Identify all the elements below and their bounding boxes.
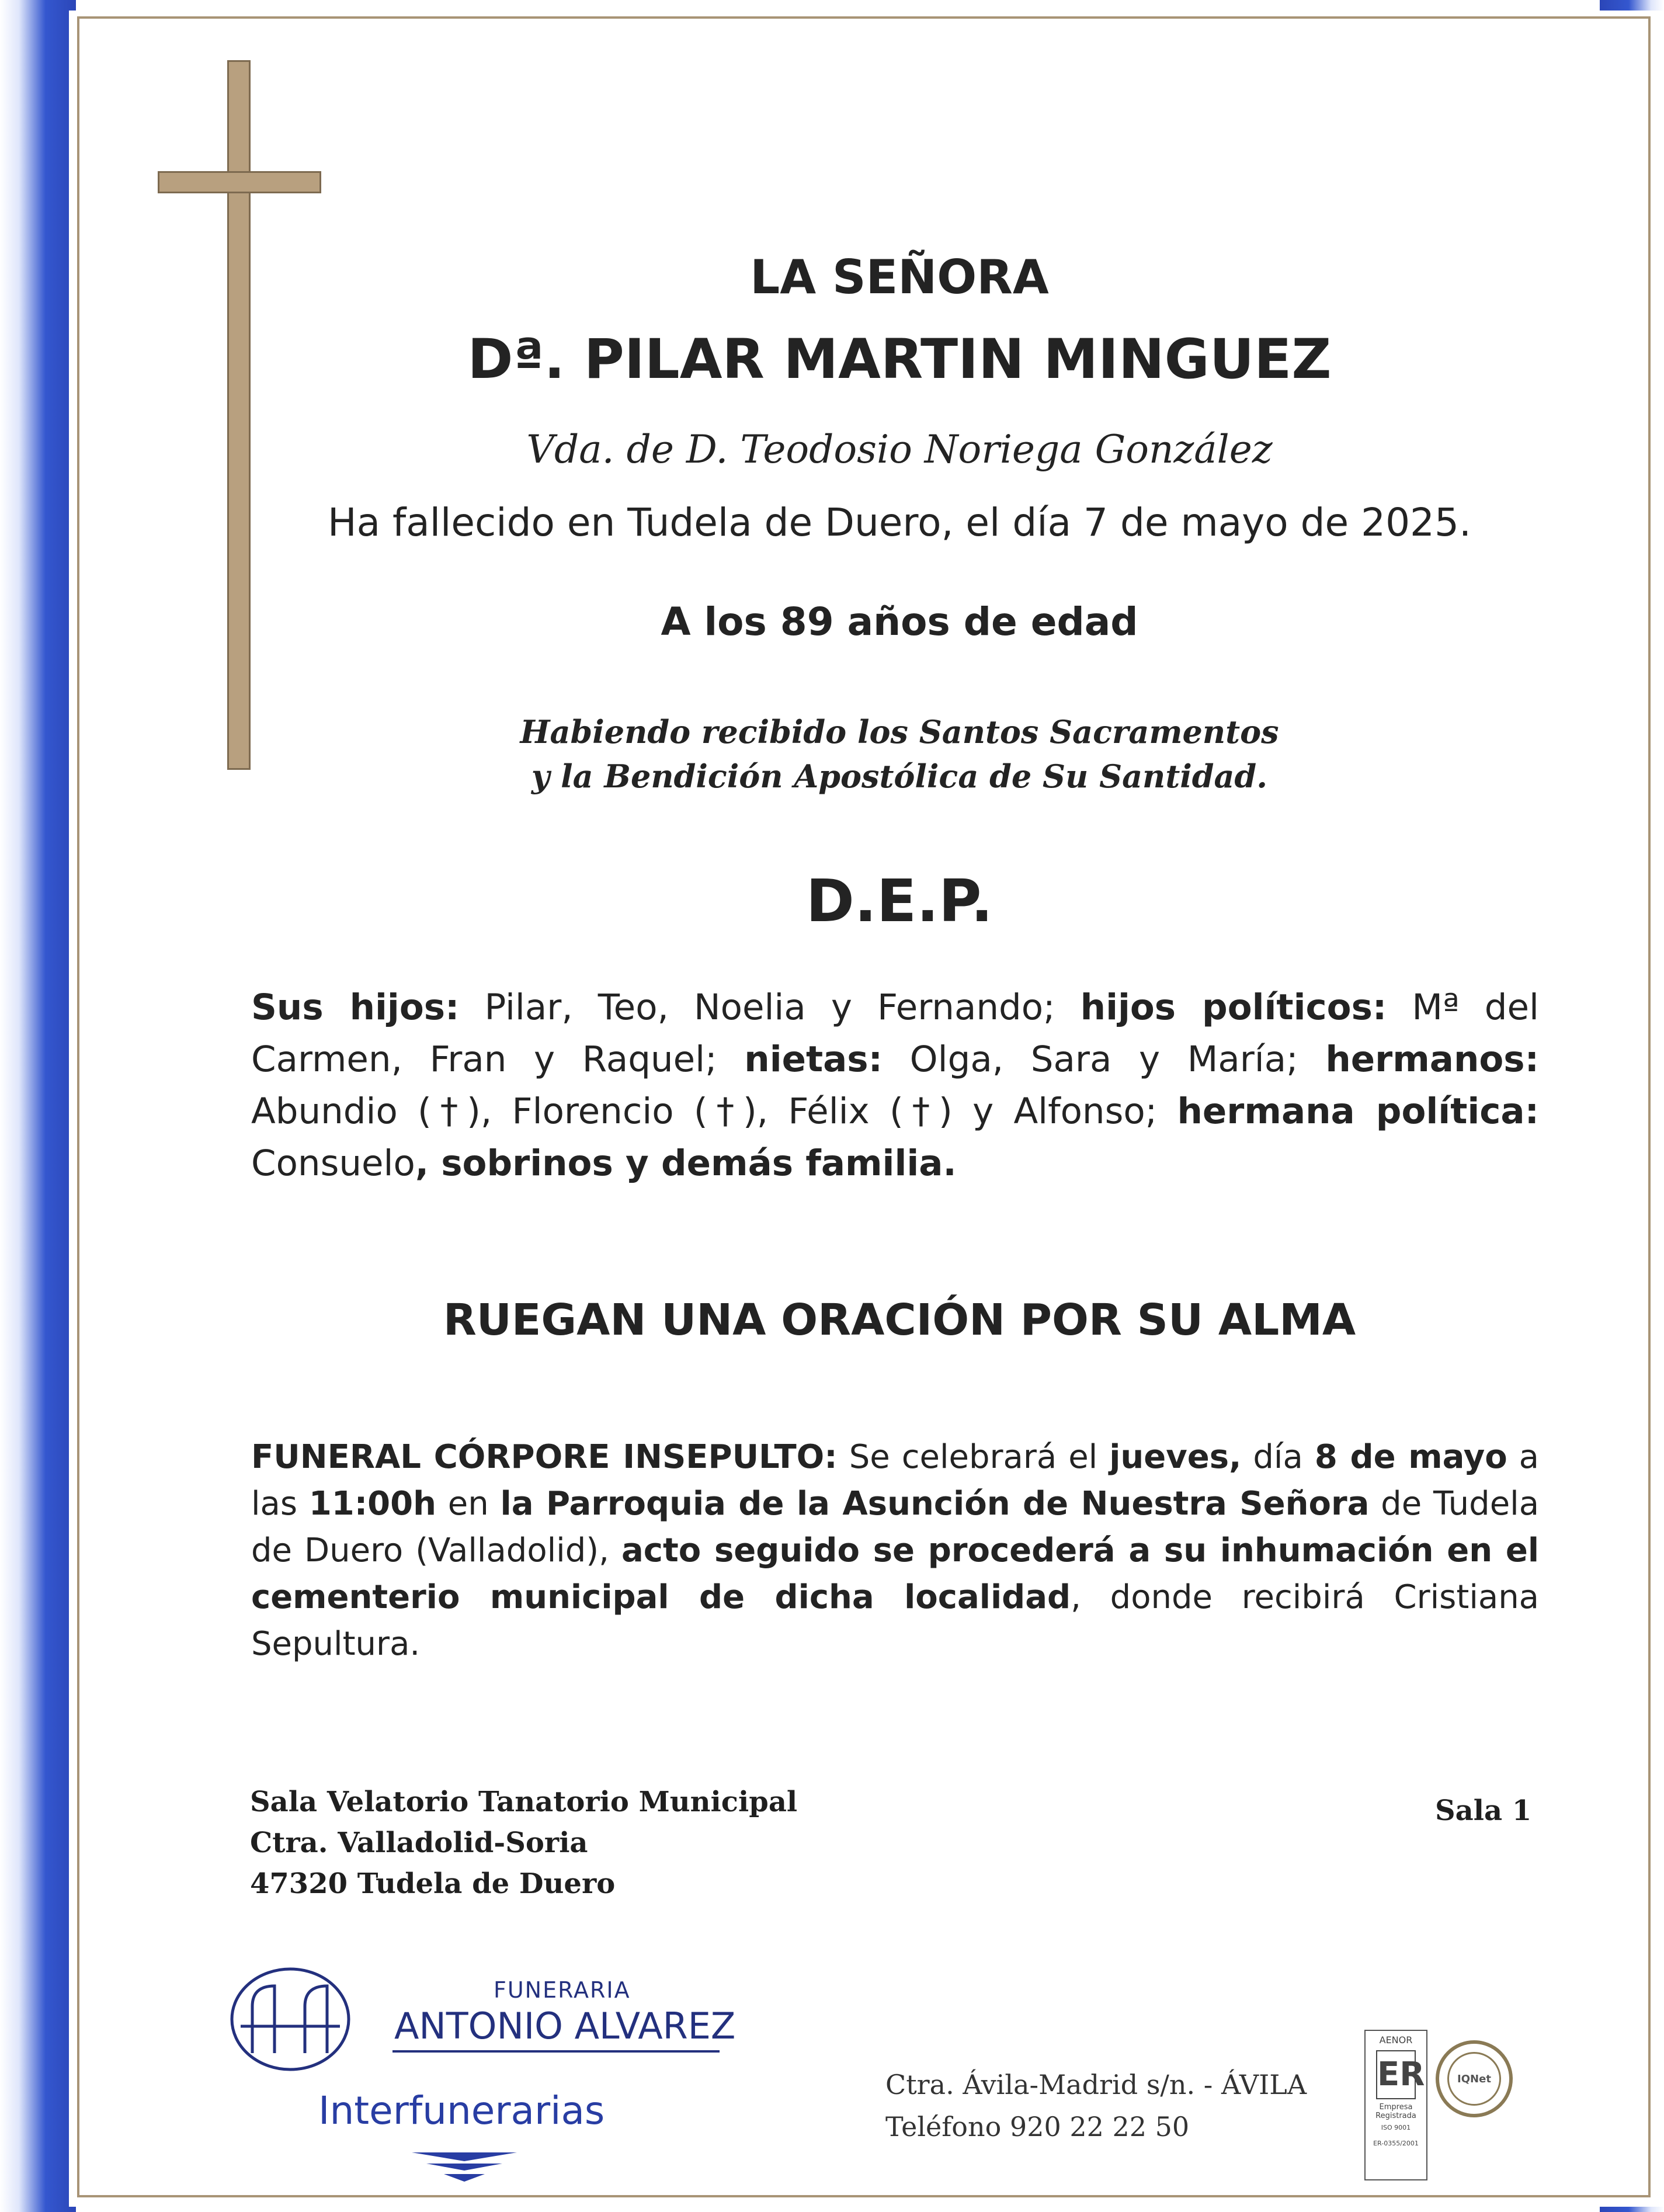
- venue-address: [250, 1782, 797, 1904]
- hermana-name: Consuelo: [251, 1143, 415, 1184]
- funeraria-phone: Teléfono 920 22 22 50: [885, 2111, 1190, 2142]
- family-paragraph: [251, 981, 1539, 1189]
- sacraments-text: [245, 710, 1554, 798]
- aenor-mid1: Empresa: [1379, 2103, 1413, 2112]
- age-line: A los 89 años de edad: [661, 599, 1138, 644]
- politicos-label: hijos políticos:: [1080, 987, 1387, 1028]
- funeraria-contact: [885, 2064, 1307, 2148]
- funeraria-logo-icon: [229, 1966, 352, 2074]
- sacraments-line-2: y la Bendición Apostólica de Su Santidad.: [531, 758, 1268, 795]
- aenor-mid2: Registrada: [1375, 2112, 1416, 2120]
- aenor-code: ER-0355/2001: [1373, 2140, 1419, 2147]
- iqnet-seal-icon: [1436, 2040, 1513, 2117]
- funeral-church: la Parroquia de la Asunción de Nuestra Señora: [500, 1485, 1370, 1523]
- hijos-names: Pilar, Teo, Noelia y Fernando;: [459, 987, 1081, 1028]
- funeral-burial: acto seguido se procederá a su inhumación en el cementerio municipal de dicha localidad: [251, 1532, 1540, 1616]
- funeral-day: jueves,: [1109, 1438, 1242, 1476]
- death-notice-line: Ha fallecido en Tudela de Duero, el día 7 de mayo de 2025.: [327, 500, 1472, 545]
- venue-line-2: Ctra. Valladolid-Soria: [250, 1826, 588, 1859]
- interfunerarias-wing-icon: [409, 2150, 520, 2185]
- widow-of-line: Vda. de D. Teodosio Noriega González: [526, 427, 1273, 472]
- aenor-badge: [1364, 2030, 1427, 2180]
- logo-underline: [392, 2050, 720, 2053]
- interfunerarias-label: Interfunerarias: [318, 2088, 605, 2133]
- funeral-text: día: [1241, 1438, 1315, 1476]
- deceased-name: Dª. PILAR MARTIN MINGUEZ: [467, 328, 1332, 391]
- nietas-names: Olga, Sara y María;: [883, 1039, 1326, 1080]
- venue-line-1: Sala Velatorio Tanatorio Municipal: [250, 1786, 798, 1818]
- venue-line-3: 47320 Tudela de Duero: [250, 1867, 616, 1900]
- funeral-paragraph: [251, 1434, 1539, 1668]
- rip-heading: D.E.P.: [805, 867, 993, 935]
- funeral-text: Se celebrará el: [837, 1438, 1110, 1476]
- funeral-time: 11:00h: [308, 1485, 436, 1523]
- iqnet-label: IQNet: [1447, 2052, 1501, 2106]
- politicos-names: Mª del Carmen, Fran y Raquel;: [251, 987, 1539, 1080]
- family-closing: , sobrinos y demás familia.: [415, 1143, 957, 1184]
- honorific-title: LA SEÑORA: [750, 250, 1049, 304]
- aenor-er-icon: ER: [1376, 2050, 1416, 2099]
- room-label: Sala 1: [1435, 1794, 1532, 1827]
- prayer-heading: RUEGAN UNA ORACIÓN POR SU ALMA: [443, 1295, 1356, 1345]
- aenor-iso: ISO 9001: [1381, 2124, 1411, 2131]
- funeral-date: 8 de mayo: [1314, 1438, 1507, 1476]
- sacraments-line-1: Habiendo recibido los Santos Sacramentos: [520, 713, 1279, 751]
- funeral-text: a las: [251, 1438, 1540, 1523]
- funeral-text: de Tudela de Duero (Valladolid),: [251, 1485, 1540, 1569]
- funeraria-small-label: FUNERARIA: [494, 1977, 631, 2003]
- funeral-text: en: [436, 1485, 501, 1523]
- funeral-text: , donde recibirá Cristiana Sepultura.: [251, 1578, 1540, 1663]
- hijos-label: Sus hijos:: [251, 987, 460, 1028]
- hermana-label: hermana política:: [1177, 1091, 1539, 1132]
- hermanos-names: Abundio (†), Florencio (†), Félix (†) y Alfonso;: [251, 1091, 1177, 1132]
- hermanos-label: hermanos:: [1325, 1039, 1539, 1080]
- aenor-top-label: AENOR: [1379, 2034, 1413, 2046]
- funeraria-address: Ctra. Ávila-Madrid s/n. - ÁVILA: [885, 2069, 1307, 2100]
- left-blue-edge: [0, 0, 76, 2212]
- nietas-label: nietas:: [744, 1039, 883, 1080]
- funeraria-name: ANTONIO ALVAREZ: [394, 2005, 736, 2047]
- funeral-label: FUNERAL CÓRPORE INSEPULTO:: [251, 1438, 838, 1476]
